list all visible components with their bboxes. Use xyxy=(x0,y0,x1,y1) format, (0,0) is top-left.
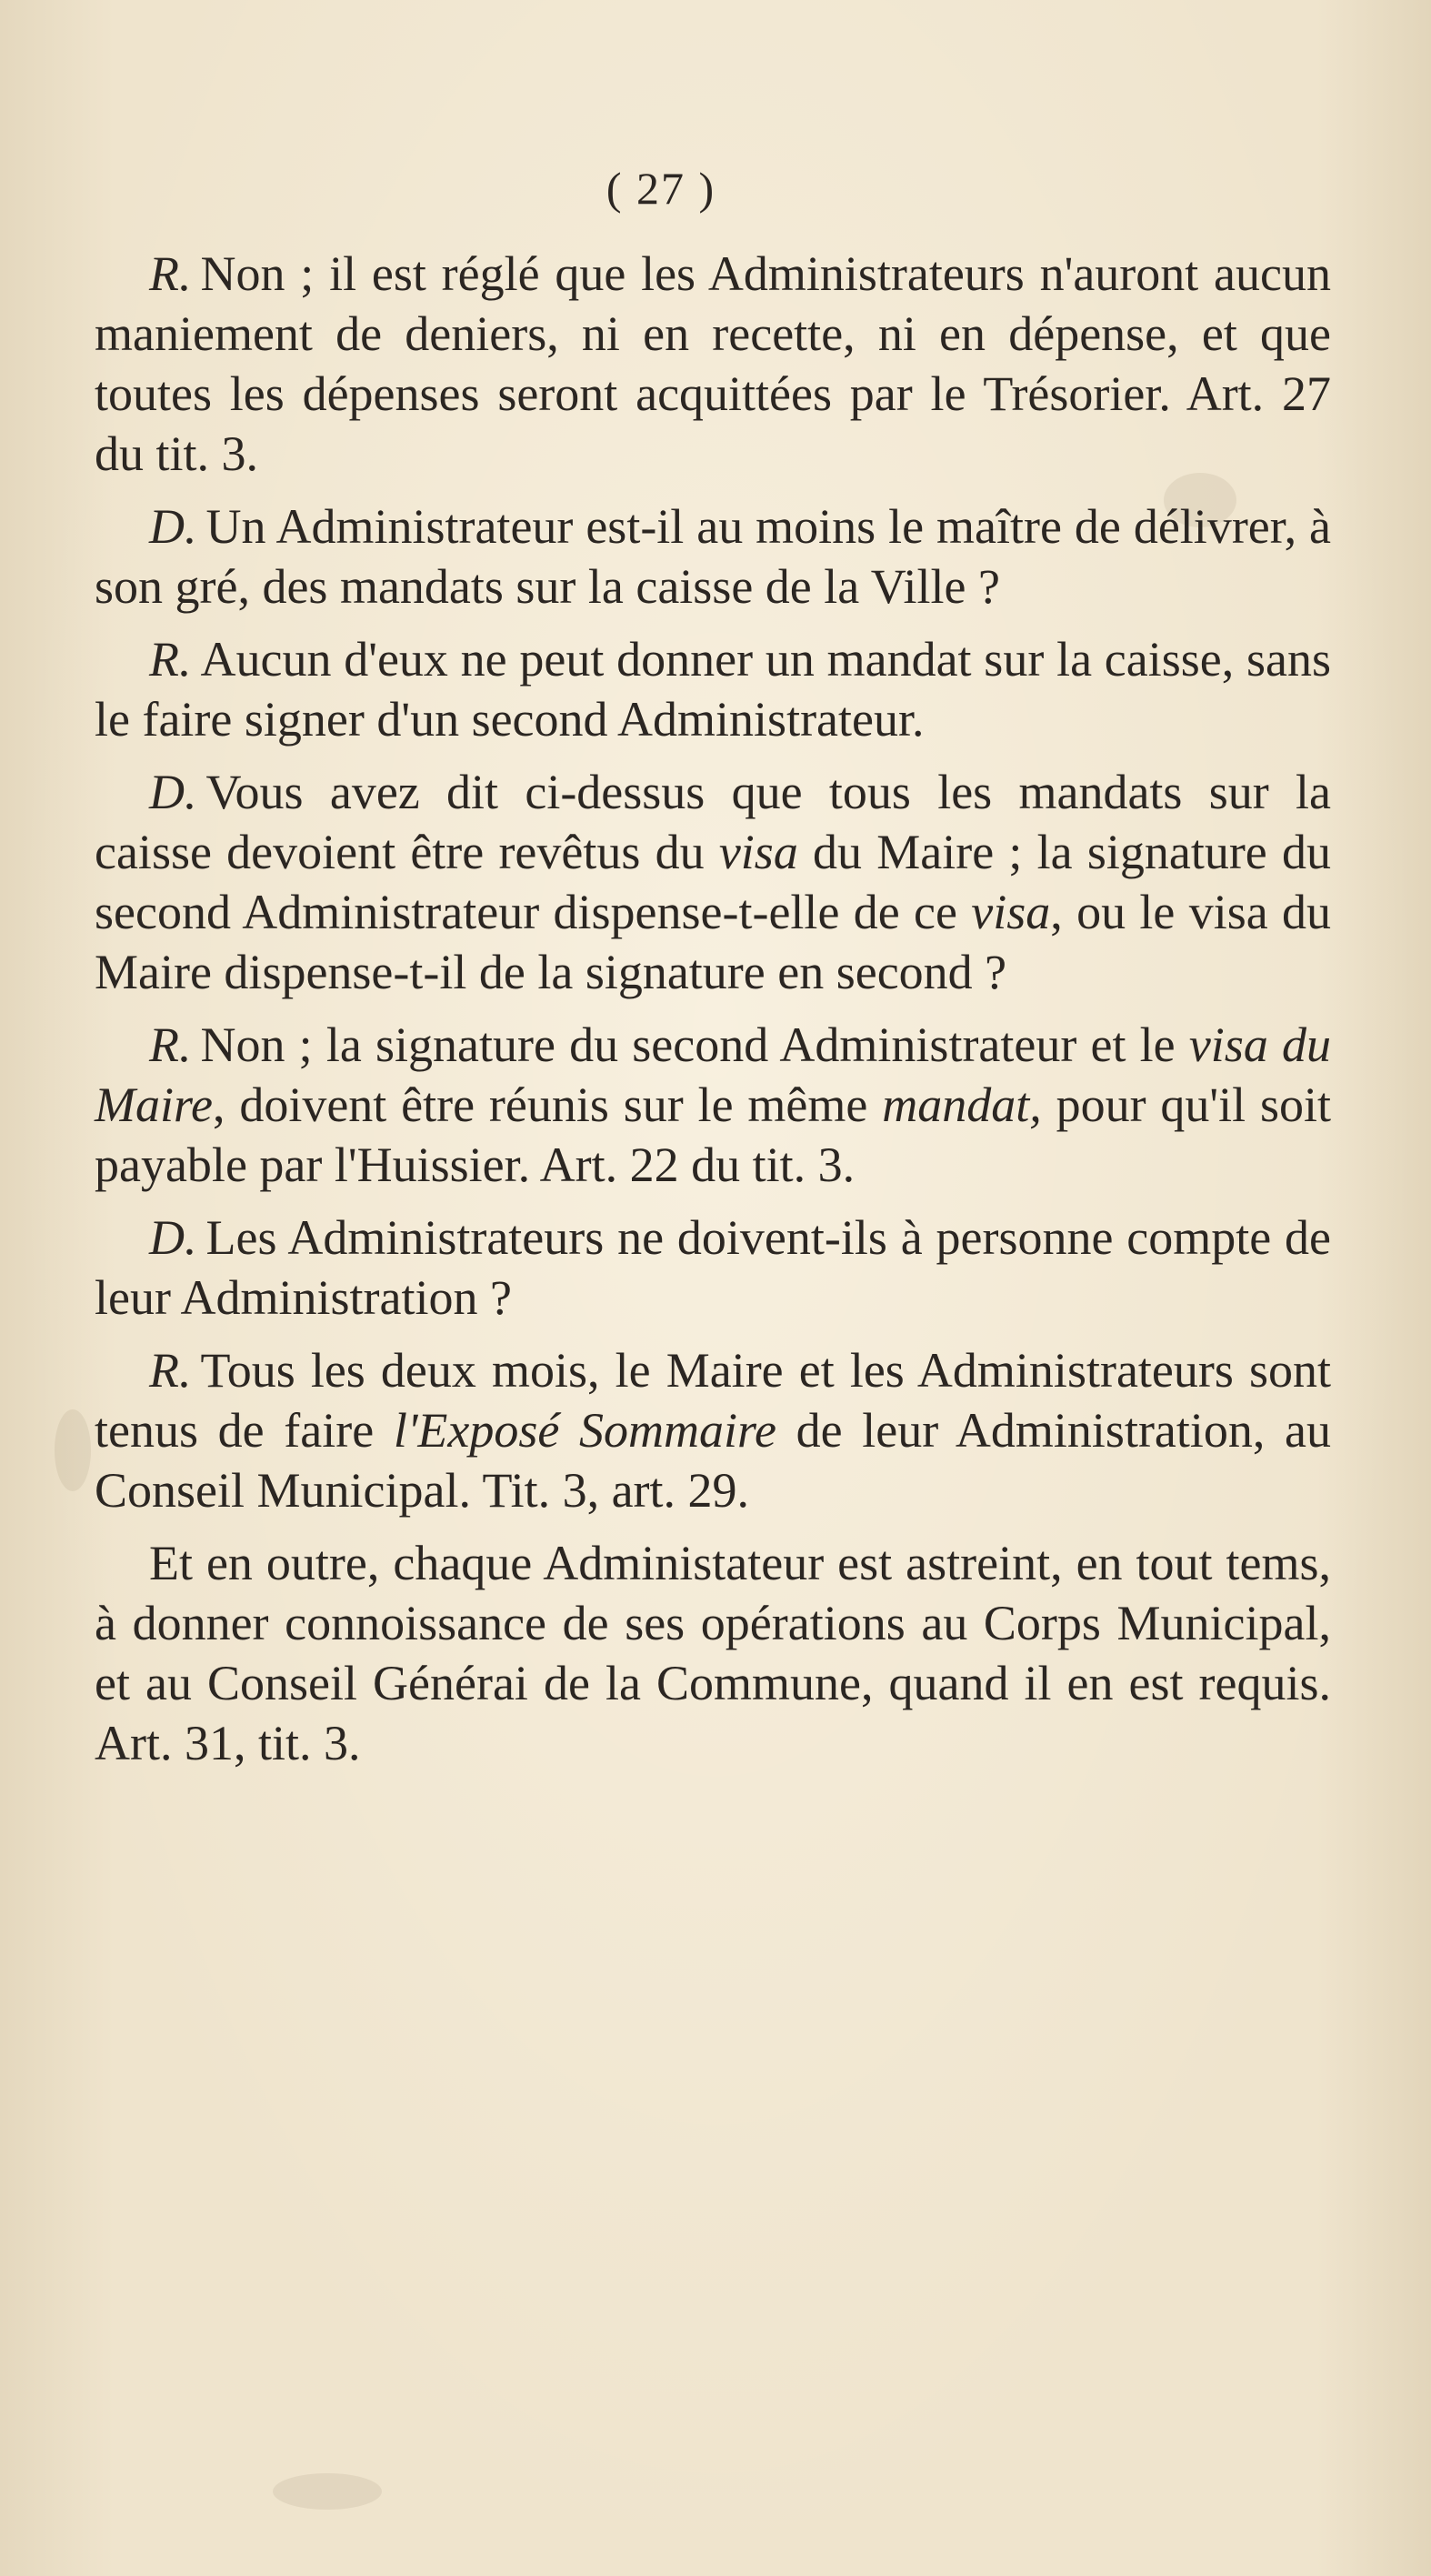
italic-term: visa xyxy=(971,885,1051,939)
paragraph-question-2 xyxy=(95,496,1331,616)
paragraph-text: Et en outre, chaque Administateur est astreint, en tout tems, à donner connoissance de ses opérations au Corps Municipal, et au Conseil Générai de la Commune, quand il en est requis. Art. 31, tit. 3. xyxy=(95,1536,1331,1770)
paragraph-text: Un Administrateur est-il au moins le maître de délivrer, à son gré, des mandats sur la caisse de la Ville ? xyxy=(95,499,1331,614)
speaker-label: R. xyxy=(149,246,192,301)
page-number: ( 27 ) xyxy=(605,163,716,214)
paragraph-text: pour qu'il soit payable par l'Huissier. Art. 22 du tit. 3. xyxy=(95,1078,1332,1192)
speaker-label: D. xyxy=(149,1210,197,1265)
paragraph-text: Non ; la signature du second Administrateur et le xyxy=(200,1017,1176,1072)
paragraph-question-4 xyxy=(95,1208,1331,1328)
paragraph-answer-3 xyxy=(95,1015,1331,1195)
paragraph-text: , doivent être réunis sur le même xyxy=(212,1078,868,1132)
paragraph-text: Non ; il est réglé que les Administrateurs n'auront aucun maniement de deniers, ni en recette, ni en dépense, et que toutes les dépenses seront acquittées par le Trésorier. Art. 27 du tit. 3. xyxy=(95,246,1331,481)
paragraph-text: Les Administrateurs ne doivent-ils à personne compte de leur Administration ? xyxy=(95,1210,1331,1325)
paragraph-question-3 xyxy=(95,762,1331,1002)
body-text xyxy=(95,244,1331,1786)
paragraph-text: du Maire ; la signature du second Administrateur dispense-t-elle de ce xyxy=(95,825,1331,939)
italic-term: visa xyxy=(718,825,798,879)
speaker-label: D. xyxy=(149,765,197,819)
paragraph-answer-1 xyxy=(95,244,1331,484)
paragraph-answer-4 xyxy=(95,1340,1331,1520)
italic-term: visa du Maire xyxy=(95,1017,1332,1132)
paragraph-text: , ou le visa du Maire dispense-t-il de la signature en second ? xyxy=(95,885,1332,999)
paragraph-answer-2 xyxy=(95,629,1331,749)
paragraph-text: de leur Administration, au Conseil Municipal. Tit. 3, art. 29. xyxy=(95,1403,1332,1518)
paper-stain xyxy=(273,2473,382,2510)
speaker-label: R. xyxy=(149,632,192,687)
paragraph-text: Vous avez dit ci-dessus que tous les mandats sur la caisse devoient être revêtus du xyxy=(95,765,1331,879)
paragraph-continuation xyxy=(95,1533,1331,1773)
italic-term: l'Exposé Sommaire xyxy=(393,1403,776,1458)
speaker-label: D. xyxy=(149,499,197,554)
paragraph-text: Tous les deux mois, le Maire et les Administrateurs sont tenus de faire xyxy=(95,1343,1331,1458)
italic-term: mandat, xyxy=(882,1078,1042,1132)
paper-stain xyxy=(55,1409,91,1491)
speaker-label: R. xyxy=(149,1017,192,1072)
paragraph-text: Aucun d'eux ne peut donner un mandat sur la caisse, sans le faire signer d'un second Administrateur. xyxy=(95,632,1331,747)
speaker-label: R. xyxy=(149,1343,192,1398)
